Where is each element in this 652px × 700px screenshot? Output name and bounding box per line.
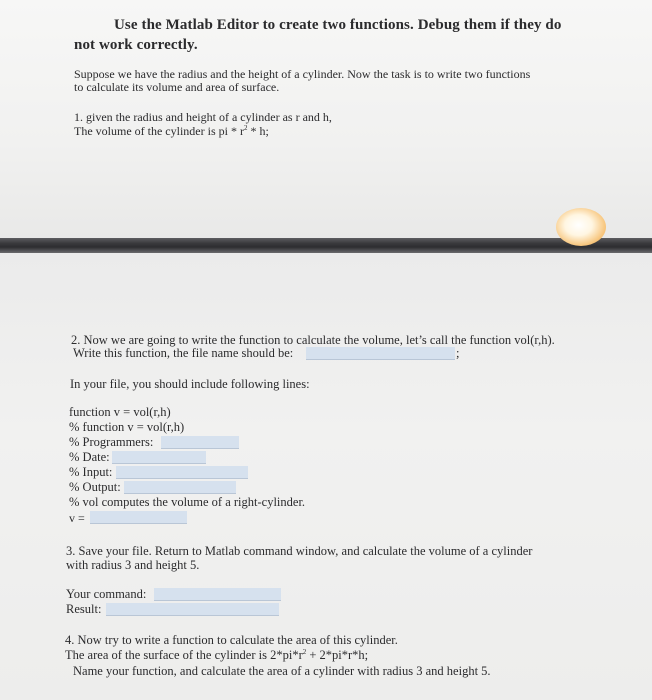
filename-field[interactable] — [306, 347, 455, 360]
code-line-6: % Output: — [69, 480, 121, 494]
output-field[interactable] — [124, 481, 236, 494]
q3-line-2: with radius 3 and height 5. — [66, 558, 200, 572]
input-field[interactable] — [116, 466, 248, 479]
page-divider — [0, 238, 652, 253]
q2-line-1: 2. Now we are going to write the function to calculate the volume, let’s call the function vol(r,h). — [71, 333, 555, 347]
q4-line-2: The area of the surface of the cylinder is $2*pi*r^2 + 2*pi*r*h$; — [65, 648, 369, 662]
v-expression-field[interactable] — [90, 511, 187, 524]
command-field[interactable] — [154, 588, 281, 601]
code-line-4: % Date: — [69, 450, 110, 464]
code-line-2: % function v = vol(r,h) — [69, 420, 185, 434]
code-line-5: % Input: — [69, 465, 113, 479]
intro-line-1: Suppose we have the radius and the height of a cylinder. Now the task is to write two functions — [74, 67, 531, 81]
q3-line-1: 3. Save your file. Return to Matlab command window, and calculate the volume of a cylinder — [66, 544, 533, 558]
command-label: Your command: — [66, 587, 147, 601]
code-line-1: function v = vol(r,h) — [69, 405, 171, 419]
light-glare — [556, 208, 606, 246]
q2-line-2: Write this function, the file name should be: — [73, 346, 294, 360]
q1-line-1: 1. given the radius and height of a cylinder as r and h, — [74, 110, 332, 124]
include-text: In your file, you should include following lines: — [70, 377, 310, 391]
result-field[interactable] — [106, 603, 279, 616]
programmers-field[interactable] — [161, 436, 239, 449]
date-field[interactable] — [112, 451, 206, 464]
title-line-2: not work correctly. — [74, 37, 198, 53]
code-line-7: % vol computes the volume of a right-cylinder. — [69, 495, 306, 509]
q1-line-2: The volume of the cylinder is pi * $r^2$ * h; — [74, 124, 269, 138]
q2-line-2-end: ; — [456, 346, 460, 360]
title-line-1: Use the Matlab Editor to create two functions. Debug them if they do — [114, 17, 562, 33]
result-label: Result: — [66, 602, 102, 616]
intro-line-2: to calculate its volume and area of surface. — [74, 80, 280, 94]
code-line-8: v = — [69, 511, 85, 525]
q4-line-3: Name your function, and calculate the area of a cylinder with radius 3 and height 5. — [73, 664, 491, 678]
q4-line-1: 4. Now try to write a function to calculate the area of this cylinder. — [65, 633, 398, 647]
code-line-3: % Programmers: — [69, 435, 154, 449]
